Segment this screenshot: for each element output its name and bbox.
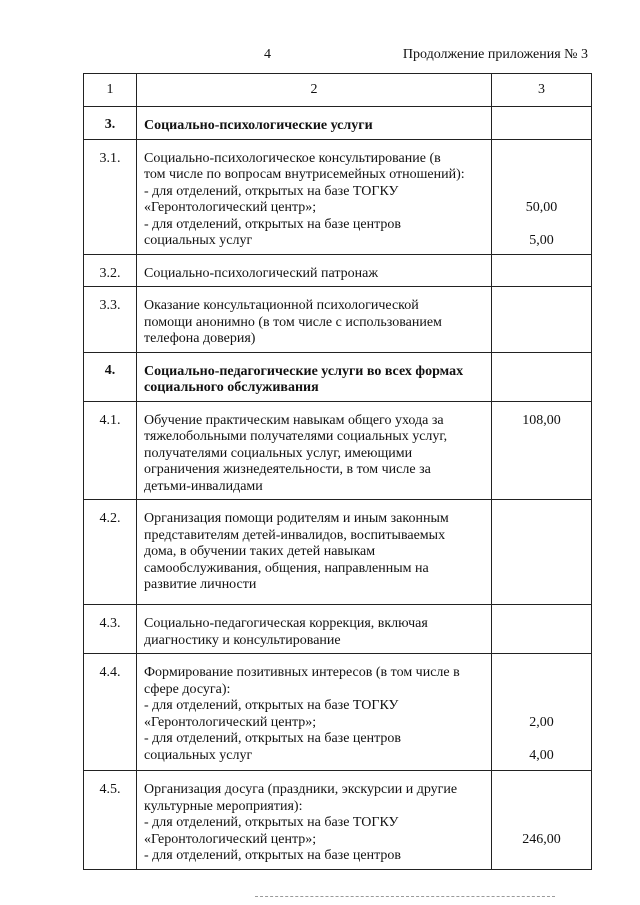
description-line: помощи анонимно (в том числе с использованием	[144, 314, 442, 330]
description-line: детьми-инвалидами	[144, 478, 263, 494]
description-line: - для отделений, открытых на базе ТОГКУ	[144, 815, 399, 830]
price-spacer	[492, 151, 591, 168]
section-row	[84, 352, 592, 401]
table-row	[84, 401, 592, 500]
description-line: «Геронтологический центр»;	[144, 714, 317, 730]
appendix-continuation-note: Продолжение приложения № 3	[402, 47, 588, 62]
row-number: 3.1.	[84, 139, 137, 254]
description-line: - для отделений, открытых на базе центров	[144, 216, 402, 232]
description-line: Социально-психологические услуги	[144, 118, 373, 133]
table-row	[84, 139, 592, 254]
description-line: тяжелобольными получателями социальных услуг,	[144, 429, 448, 444]
price-cell	[492, 605, 592, 654]
description-line: дома, в обучении таких детей навыкам	[144, 544, 376, 559]
description-line: Оказание консультационной психологической	[144, 298, 419, 313]
price-spacer	[492, 665, 591, 682]
section-row	[84, 107, 592, 140]
row-number: 3.	[84, 107, 137, 140]
description-line: - для отделений, открытых на базе ТОГКУ	[144, 698, 399, 713]
description-line: Социально-психологический патронаж	[144, 265, 379, 281]
table-row	[84, 500, 592, 605]
price-value: 5,00	[529, 233, 554, 248]
scan-artifact-line	[255, 896, 555, 899]
description-line: Организация досуга (праздники, экскурсии и другие	[144, 782, 458, 797]
service-description	[137, 605, 492, 654]
price-spacer	[492, 799, 591, 816]
description-line: самообслуживания, общения, направленным на	[144, 560, 429, 576]
description-line: «Геронтологический центр»;	[144, 831, 317, 847]
description-line: представителям детей-инвалидов, воспитываемых	[144, 527, 446, 543]
table-header-row	[84, 74, 592, 107]
row-number: 3.2.	[84, 254, 137, 287]
price-cell	[492, 500, 592, 605]
description-line: Социально-психологическое консультирование (в	[144, 150, 441, 166]
row-number: 4.2.	[84, 500, 137, 605]
column-header-3: 3	[492, 74, 592, 107]
service-description	[137, 254, 492, 287]
service-description	[137, 500, 492, 605]
description-line: телефона доверия)	[144, 331, 256, 346]
description-line: - для отделений, открытых на базе центров	[144, 848, 402, 863]
table-row	[84, 771, 592, 870]
row-number: 4.3.	[84, 605, 137, 654]
price-cell	[492, 107, 592, 140]
row-number: 4.1.	[84, 401, 137, 500]
description-line: социальных услуг	[144, 233, 253, 248]
price-spacer	[492, 682, 591, 699]
price-value: 4,00	[529, 747, 554, 763]
description-line: социальных услуг	[144, 747, 253, 763]
row-number: 4.5.	[84, 771, 137, 870]
service-description	[137, 352, 492, 401]
description-line: Формирование позитивных интересов (в том числе в	[144, 665, 460, 680]
table-row	[84, 605, 592, 654]
description-line: Организация помощи родителям и иным законным	[144, 511, 449, 526]
price-spacer	[492, 184, 591, 201]
price-cell	[492, 352, 592, 401]
description-line: Социально-педагогическая коррекция, включая	[144, 616, 428, 631]
description-line: сфере досуга):	[144, 681, 231, 697]
services-price-table	[83, 73, 592, 870]
price-cell	[492, 287, 592, 353]
description-line: культурные мероприятия):	[144, 798, 303, 814]
service-description	[137, 771, 492, 870]
row-number: 3.3.	[84, 287, 137, 353]
price-spacer	[492, 815, 591, 832]
description-line: диагностику и консультирование	[144, 632, 341, 648]
description-line: «Геронтологический центр»;	[144, 200, 317, 215]
price-cell	[492, 254, 592, 287]
description-line: Социально-педагогические услуги во всех формах	[144, 363, 464, 379]
table-row	[84, 254, 592, 287]
price-cell	[492, 771, 592, 870]
description-line: ограничения жизнедеятельности, в том числе за	[144, 462, 431, 477]
service-description	[137, 287, 492, 353]
price-spacer	[492, 731, 591, 748]
description-line: - для отделений, открытых на базе центров	[144, 731, 402, 746]
description-line: том числе по вопросам внутрисемейных отношений):	[144, 167, 465, 182]
price-spacer	[492, 167, 591, 184]
description-line: развитие личности	[144, 577, 257, 592]
price-spacer	[492, 782, 591, 799]
table-row	[84, 654, 592, 771]
price-cell	[492, 139, 592, 254]
price-value: 246,00	[522, 831, 561, 847]
service-description	[137, 139, 492, 254]
table-row	[84, 287, 592, 353]
description-line: Обучение практическим навыкам общего ухода за	[144, 412, 444, 428]
description-line: социального обслуживания	[144, 380, 319, 395]
service-description	[137, 401, 492, 500]
service-description	[137, 107, 492, 140]
price-value: 108,00	[522, 412, 561, 428]
row-number: 4.	[84, 352, 137, 401]
page-number: 4	[264, 47, 271, 62]
description-line: получателями социальных услуг, имеющими	[144, 445, 413, 461]
row-number: 4.4.	[84, 654, 137, 771]
column-header-1: 1	[84, 74, 137, 107]
price-spacer	[492, 217, 591, 234]
description-line: - для отделений, открытых на базе ТОГКУ	[144, 183, 399, 199]
price-cell	[492, 401, 592, 500]
column-header-2: 2	[137, 74, 492, 107]
price-value: 2,00	[529, 714, 554, 730]
price-cell	[492, 654, 592, 771]
service-description	[137, 654, 492, 771]
price-value: 50,00	[525, 200, 558, 215]
price-spacer	[492, 698, 591, 715]
